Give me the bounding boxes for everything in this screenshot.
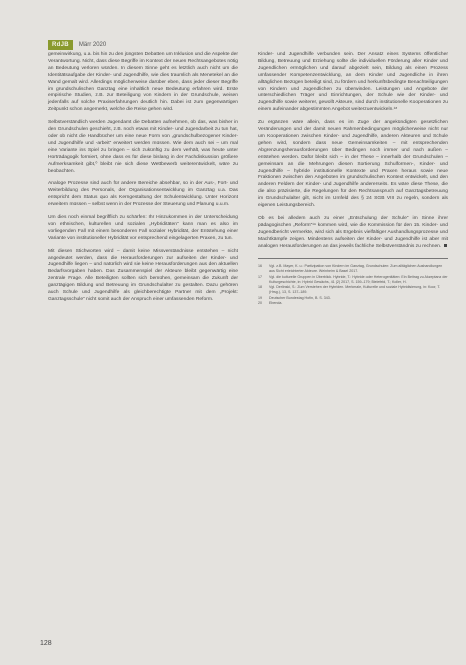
end-of-article-mark (444, 244, 447, 247)
page-number: 128 (40, 640, 52, 647)
right-column (258, 52, 448, 307)
left-column (48, 52, 238, 310)
footnotes (258, 264, 448, 306)
footnote (258, 264, 448, 274)
footnote-rule (258, 258, 448, 259)
footnote-text: Ebenda. (269, 301, 283, 306)
footnote-text: Deutscher Bundestag Hofin, B. S. 343. (269, 295, 331, 300)
journal-badge: RdJB (48, 40, 73, 50)
running-header (48, 40, 106, 50)
body-paragraph: gemeinwirkung, u.a. bis hin zu den jüngsten Debatten um Inklusion und die Aspekte der Verantwortung. Nicht, dass diese Begriffe im Kontext der neuen Rechtsangebotes nötig an Bedeutung verloren würden. In diesem Sinne geht es letztlich auch nicht um die Identitätsaufgabe der Kinder- und Jugendhilfe, wie dies traumlich als Menetekel an die Wand gemalt wird. Allerdings möglicherweise darüber eben, dass jeder dieser Begriffe im grundschulischen Ganztag eine inhaltlich neue Bedeutung erfahren wird. Erste empirische Studien, z.B. zur Beteiligung von Kindern in der Grundschule, weisen jedenfalls auf solche Praxiserfahrungen deutlich hin. Dabei ist zum gegenwärtigen Zeitpunkt schon angemerkt, welche die Reise gehen wird. (48, 52, 238, 113)
footnote (258, 301, 448, 306)
footnote-number: 16 (258, 264, 262, 269)
footnote (258, 275, 448, 285)
body-paragraph: Analoge Prozesse sind auch für andere Bereiche absehbar, so in der Aus-, Fort- und Weiterbildung des Personals, der Organisationsentwicklung im Ganztag u.a. Das entspricht dem Status quo als Kerngestaltung der Schulentwicklung. Unter Horizont erweitern müssen – selbst wenn in der Prozesse der Steuerung und Planung u.u.m. (48, 181, 238, 208)
body-paragraph: Selbstverständlich werden Jugendamt die Debatten aufnehmen, ob das, was bisher in den Grundschulen geschieht, z.B. noch etwas mit Kinder- und Jugendarbeit zu tun hat, oder ob nicht die Handbücher um eine neue Form von „grundschulbezogener Kinder- und Jugendhilfe und -arbeit“ erweitert werden müssen. Wie dem auch sei – um mal eine Variante ins Spiel zu bringen – sich zukünftig zu dem verhält, was heute unter Horträdagogik formiert, ohne dass es für diese bislang in der Fachdiskussion größere Aufmerksamkeit gibt,⁰ bleibt nie sich diese Wettbewerb weiterentwickelt, wäre zu beobachten. (48, 120, 238, 174)
body-paragraph-final (258, 216, 448, 251)
footnote-text: Vgl. die kulturelle Gruppen in Überblick. Hybride, T.: Hybride oder Heterogenitäten: Ein Beitrag zu Akzeptanz der Kulturgeschichte, in: Hybrid Gewächs, 41 (2) 2017, S. 159–179; Bielefeld, T.; Koller, H. (269, 274, 448, 284)
footnote-text: Vgl. z.B. Mayer, K. u.: Partizipation von Kindern im Ganztag, Grundschulen: Zum alltäglichen Aushandlungen aus Sicht erleichterter Akteure. Weinheim & Basel 2017. (269, 264, 443, 274)
footnote (258, 296, 448, 301)
body-paragraph: Ob es bei alledem auch zu einer „Entschulung der Schule“ im Sinne ihrer pädagogischen „Reform“¹⁹ kommen wird, wie die Kommission für den 15. Kinder- und Jugendbericht vermerkte, wird sich als Ergebnis vielfältiger Aushandlungsprozesse und Machtkämpfe zeigen. Mindestens aufseiten der Kinder- und Jugendhilfe ist aber mit analogen Herausforderungen an das jeweils fachliche Selbstverständnis zu rechnen. (258, 215, 448, 249)
issue-label: Märr 2020 (78, 42, 107, 48)
body-paragraph: Um dies noch einmal begrifflich zu schärfen: Ihr Hinzukommen in der Unterscheidung von ethnischen, kulturellen und sozialen „Hybriditäten“ kann man es also im vorliegenden Fall mit einem besonderen Fall sozialer Hybridität, der Entstehung einer Variante von institutioneller Hybridität vor entsprechend eingelagerten Praxen, zu tun. (48, 215, 238, 241)
body-paragraph: Kinder- und Jugendhilfe verbunden sein. Der Ansatz eines Systems öffentlicher Bildung, Betreuung und Erziehung sollte die individuellen Förderung aller Kinder und Jugendlichen ermöglichen und darauf abgezielt sein, Bildung als einen Prozess umfassender Kompetenzentwicklung, an dem Kinder und Jugendliche in ihren alltäglichen Bezügen beteiligt sind, zu fördern und herkunftsbedingte Benachteiligungen von Kindern und Jugendlichen zu überwinden. Leistungen und Angebote der unterschiedlichen Träger und Einrichtungen, der Schule wie der Kinder- und Jugendhilfe sowie weiterer, gewollt Akteure, sind durch institutionelle Kooperationen zu einem aufeinander abgestimmten Angebot weiterzuentwickeln.¹⁸ (258, 52, 448, 113)
footnote-number: 19 (258, 295, 262, 300)
footnote-text: Vgl. Derlinski, S.: Zum Verstehen der Hybriden. Merkmale, Kulturelle und soziale Hybridisierung, in: Koor, T. (Hrsg.), 13, S. 137–189. (269, 285, 441, 295)
body-paragraph: Zu ergänzen wäre allein, dass es im Zuge der angekündigten gesetzlichen Veränderungen und der damit neuen Rahmenbedingungen möglicherweise nicht nur um Kooperationen zwischen Kinder- und Jugendhilfe, anderen Akteuren und Schule gehen wird, sondern dass neue Gemeinsamkeiten – mit entsprechenden Abgrenzungsherausforderungen über Bedingen noch immer und nach außen – entstehen werden. Dafür bleibt sich – in der These – innerhalb der Grundschulen – gemeinsam an die Mehrungen diesen Sortierung Schulformen-, Kinder- und Jugendhilfe – hybride institutionelle Kontexte und Praxen heraus sowie neue Fraktionen zwischen den Angeboten im grundschulischen Kontext entwickelt, und den anderen Feldern der Kinder- und Jugendhilfe andererseits. Es wäre diese These, die die also präzisierte, die Regelungen für den Rechtsanspruch auf Ganztagsbetreuung im Grundschulalter gilt, nicht im Umfeld des § 24 SGB VIII zu regeln, sondern als eigenen Leistungsbereich. (258, 120, 448, 209)
footnote-number: 20 (258, 301, 262, 306)
footnote-number: 17 (258, 274, 262, 279)
footnote (258, 285, 448, 295)
body-paragraph: Mit diesen Stichworten wird – damit keine Missverständnisse entstehen – nicht angedeutet werden, dass die Herausforderungen zur aufseiten der Kinder- und Jugendhilfe liegen – und natürlich wird sie keine Herausforderungen aus den aktuellen Bedarfsvorgaben haben. Das Zusammenspiel der Akteure bleibt gegenwärtig eine zentrale Frage. Alle Beteiligten sollten sich bemühen, gemeinsam die Zukunft der ganztägigen Bildung und Betreuung im Grundschulalter zu gestalten. Dazu gehören auch Schule und Jugendhilfe als gleichberechtigte Partner mit dem „Projekt: Ganztagsschule“ nicht somit auch der Anspruch einer umfassenden Reform. (48, 248, 238, 302)
footnote-number: 18 (258, 285, 262, 290)
